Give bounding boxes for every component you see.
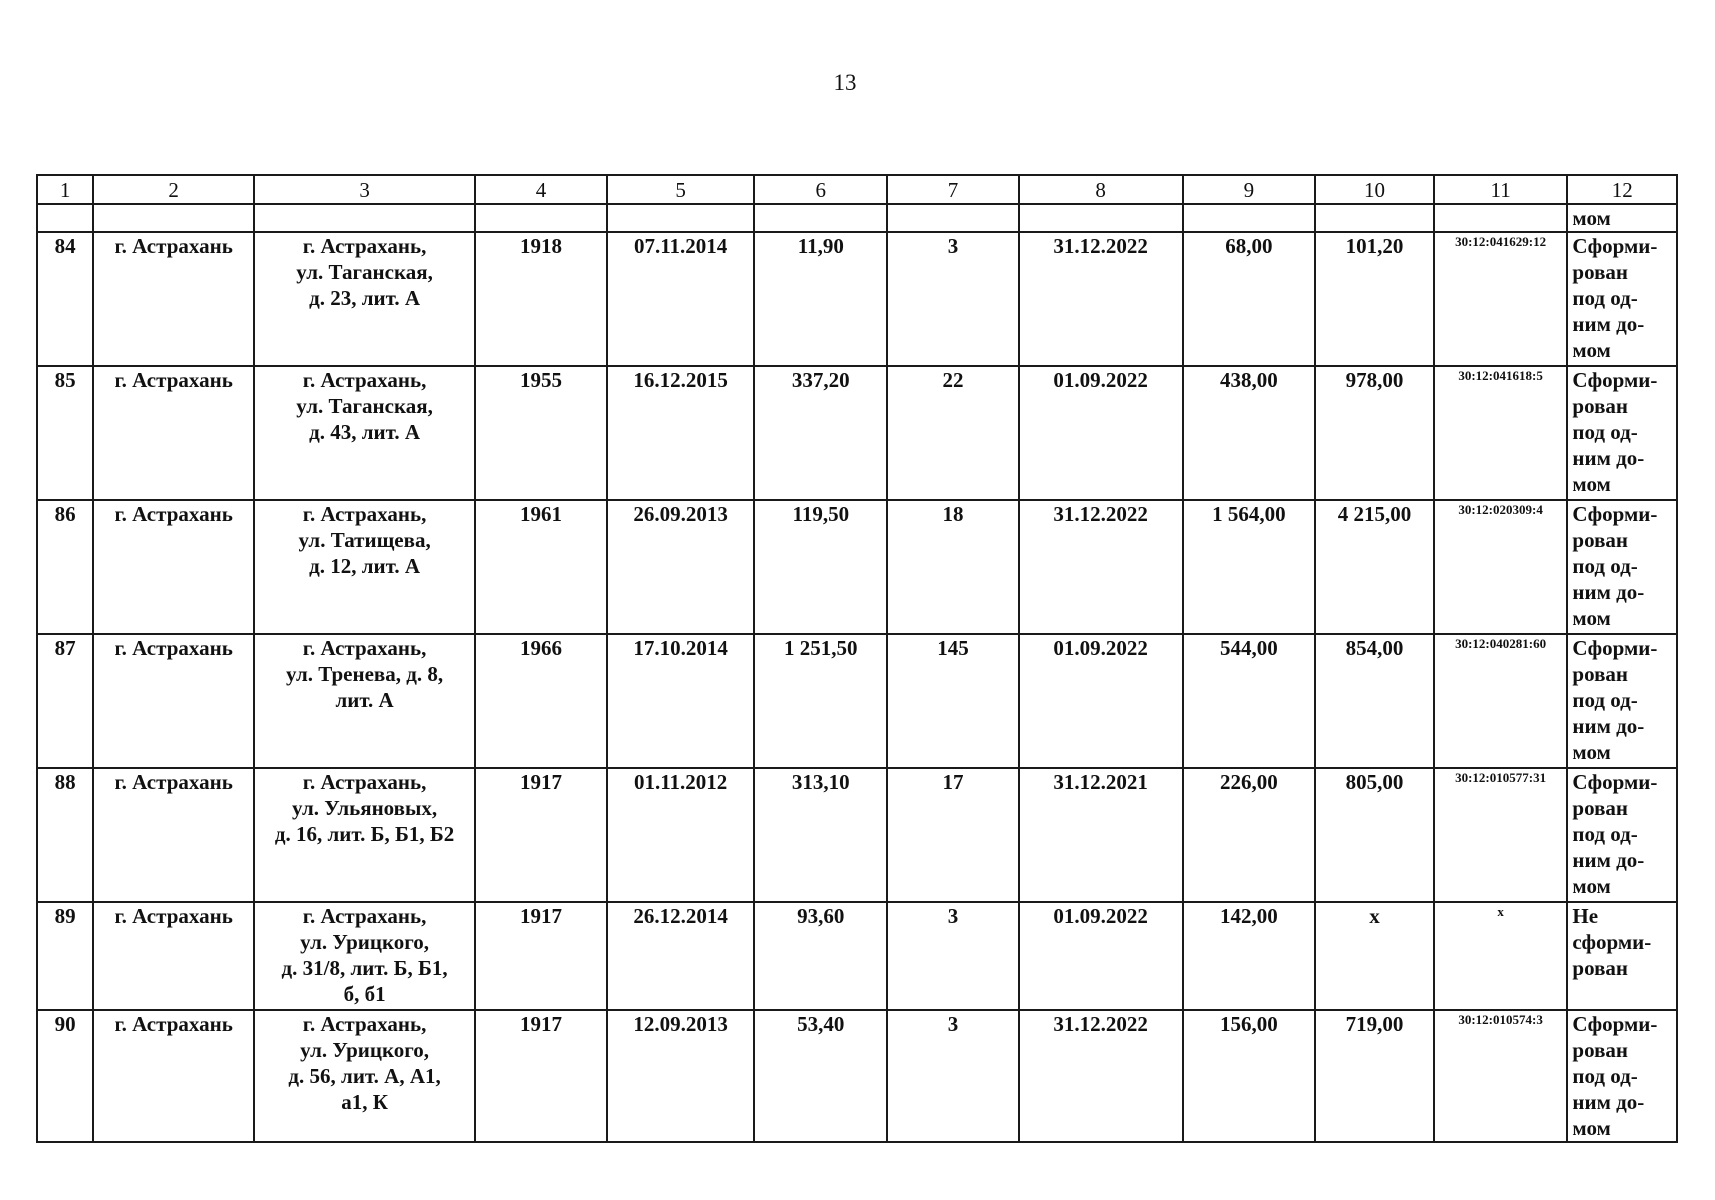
value-cell-7: 17 (887, 768, 1019, 902)
status-cell-line: рован (1572, 528, 1629, 552)
cadastral-number-cell: 30:12:040281:60 (1434, 634, 1568, 768)
column-header: 6 (754, 175, 887, 204)
table-cell (754, 204, 887, 232)
table-row (37, 634, 1677, 768)
date-cell: 01.11.2012 (607, 768, 755, 902)
cadastral-number-cell: 30:12:041629:12 (1434, 232, 1568, 366)
year-cell: 1966 (475, 634, 607, 768)
status-cell-line: под од- (1572, 822, 1638, 846)
cadastral-number-cell: 30:12:010577:31 (1434, 768, 1568, 902)
row-number-cell: 84 (37, 232, 93, 366)
row-number-cell: 90 (37, 1010, 93, 1142)
status-cell (1567, 366, 1677, 500)
value-cell-10: 101,20 (1315, 232, 1434, 366)
value-cell-6: 337,20 (754, 366, 887, 500)
value-cell-6: 93,60 (754, 902, 887, 1010)
table-cell (475, 204, 607, 232)
year-cell: 1917 (475, 902, 607, 1010)
column-header: 3 (254, 175, 475, 204)
year-cell: 1917 (475, 768, 607, 902)
cadastral-number-cell: 30:12:020309:4 (1434, 500, 1568, 634)
value-cell-10: х (1315, 902, 1434, 1010)
date-cell: 16.12.2015 (607, 366, 755, 500)
address-cell (254, 902, 475, 1010)
address-cell-line: д. 23, лит. А (309, 286, 421, 310)
date-cell: 12.09.2013 (607, 1010, 755, 1142)
status-cell: мом (1567, 204, 1677, 232)
column-header: 12 (1567, 175, 1677, 204)
table-row (37, 902, 1677, 1010)
column-header: 5 (607, 175, 755, 204)
column-number-header-row (37, 175, 1677, 204)
address-cell-line: ул. Таганская, (296, 260, 433, 284)
deadline-cell: 01.09.2022 (1019, 902, 1183, 1010)
city-cell: г. Астрахань (93, 1010, 254, 1142)
column-header: 7 (887, 175, 1019, 204)
status-cell-line: Сформи- (1572, 502, 1658, 526)
table-row (37, 366, 1677, 500)
row-number-cell: 85 (37, 366, 93, 500)
page-number: 13 (833, 70, 857, 95)
address-cell (254, 500, 475, 634)
address-cell (254, 366, 475, 500)
value-cell-10: 805,00 (1315, 768, 1434, 902)
status-cell-line: рован (1572, 796, 1629, 820)
registry-table (36, 174, 1678, 1143)
status-cell (1567, 232, 1677, 366)
city-cell: г. Астрахань (93, 366, 254, 500)
table-cell (93, 204, 254, 232)
status-cell-line: ним до- (1572, 848, 1645, 872)
value-cell-7: 145 (887, 634, 1019, 768)
address-cell-line: ул. Тренева, д. 8, (286, 662, 444, 686)
year-cell: 1961 (475, 500, 607, 634)
status-cell-line: сформи- (1572, 930, 1652, 954)
date-cell: 26.12.2014 (607, 902, 755, 1010)
value-cell-9: 142,00 (1183, 902, 1316, 1010)
status-cell-line: Сформи- (1572, 234, 1658, 258)
address-cell-line: г. Астрахань, (302, 234, 427, 258)
status-cell-line: мом (1572, 1116, 1611, 1140)
value-cell-10: 719,00 (1315, 1010, 1434, 1142)
date-cell: 17.10.2014 (607, 634, 755, 768)
continuation-row (37, 204, 1677, 232)
status-cell-line: мом (1572, 874, 1611, 898)
value-cell-10: 4 215,00 (1315, 500, 1434, 634)
status-cell (1567, 768, 1677, 902)
city-cell: г. Астрахань (93, 768, 254, 902)
cadastral-number-cell: 30:12:041618:5 (1434, 366, 1568, 500)
deadline-cell: 31.12.2021 (1019, 768, 1183, 902)
address-cell (254, 634, 475, 768)
address-cell-line: г. Астрахань, (302, 904, 427, 928)
cadastral-number-cell: 30:12:010574:3 (1434, 1010, 1568, 1142)
status-cell-line: ним до- (1572, 714, 1645, 738)
value-cell-10: 978,00 (1315, 366, 1434, 500)
value-cell-9: 544,00 (1183, 634, 1316, 768)
address-cell-line: г. Астрахань, (302, 770, 427, 794)
status-cell-line: ним до- (1572, 446, 1645, 470)
status-cell-line: Сформи- (1572, 770, 1658, 794)
table-row (37, 500, 1677, 634)
status-cell-line: Сформи- (1572, 1012, 1658, 1036)
value-cell-9: 156,00 (1183, 1010, 1316, 1142)
deadline-cell: 01.09.2022 (1019, 366, 1183, 500)
value-cell-7: 22 (887, 366, 1019, 500)
address-cell (254, 1010, 475, 1142)
address-cell-line: ул. Таганская, (296, 394, 433, 418)
value-cell-10: 854,00 (1315, 634, 1434, 768)
value-cell-9: 1 564,00 (1183, 500, 1316, 634)
deadline-cell: 31.12.2022 (1019, 232, 1183, 366)
status-cell (1567, 902, 1677, 1010)
status-cell-line: рован (1572, 956, 1629, 980)
status-cell-line: мом (1572, 472, 1611, 496)
address-cell-line: ул. Ульяновых, (292, 796, 438, 820)
city-cell: г. Астрахань (93, 232, 254, 366)
row-number-cell: 87 (37, 634, 93, 768)
table-cell (1183, 204, 1316, 232)
value-cell-6: 11,90 (754, 232, 887, 366)
column-header: 4 (475, 175, 607, 204)
year-cell: 1955 (475, 366, 607, 500)
year-cell: 1917 (475, 1010, 607, 1142)
address-cell-line: г. Астрахань, (302, 1012, 427, 1036)
value-cell-7: 3 (887, 232, 1019, 366)
status-cell-line: Сформи- (1572, 636, 1658, 660)
address-cell-line: лит. А (335, 688, 394, 712)
status-cell-line: под од- (1572, 554, 1638, 578)
table-cell (1434, 204, 1568, 232)
status-cell-line: мом (1572, 740, 1611, 764)
row-number-cell: 86 (37, 500, 93, 634)
value-cell-7: 3 (887, 902, 1019, 1010)
status-cell-line: под од- (1572, 286, 1638, 310)
address-cell-line: д. 43, лит. А (309, 420, 421, 444)
column-header: 11 (1434, 175, 1568, 204)
address-cell-line: ул. Урицкого, (300, 930, 430, 954)
address-cell (254, 768, 475, 902)
address-cell-line: г. Астрахань, (302, 502, 427, 526)
status-cell-line: Не (1572, 904, 1599, 928)
city-cell: г. Астрахань (93, 902, 254, 1010)
status-cell-line: под од- (1572, 1064, 1638, 1088)
address-cell-line: ул. Татищева, (298, 528, 431, 552)
column-header: 8 (1019, 175, 1183, 204)
year-cell: 1918 (475, 232, 607, 366)
value-cell-9: 226,00 (1183, 768, 1316, 902)
value-cell-6: 53,40 (754, 1010, 887, 1142)
address-cell-line: б, б1 (343, 982, 386, 1006)
row-number-cell: 88 (37, 768, 93, 902)
deadline-cell: 01.09.2022 (1019, 634, 1183, 768)
deadline-cell: 31.12.2022 (1019, 1010, 1183, 1142)
status-cell (1567, 500, 1677, 634)
address-cell-line: д. 56, лит. А, А1, (288, 1064, 441, 1088)
address-cell (254, 232, 475, 366)
table-cell (37, 204, 93, 232)
table-cell (254, 204, 475, 232)
status-cell-line: ним до- (1572, 580, 1645, 604)
value-cell-6: 119,50 (754, 500, 887, 634)
city-cell: г. Астрахань (93, 634, 254, 768)
status-cell-line: мом (1572, 338, 1611, 362)
status-cell-line: ним до- (1572, 312, 1645, 336)
status-cell-line: рован (1572, 1038, 1629, 1062)
address-cell-line: д. 31/8, лит. Б, Б1, (281, 956, 448, 980)
table-row (37, 768, 1677, 902)
value-cell-7: 3 (887, 1010, 1019, 1142)
cadastral-number-cell: х (1434, 902, 1568, 1010)
status-cell-line: под од- (1572, 420, 1638, 444)
value-cell-9: 438,00 (1183, 366, 1316, 500)
status-cell-line: рован (1572, 394, 1629, 418)
address-cell-line: д. 16, лит. Б, Б1, Б2 (274, 822, 455, 846)
date-cell: 07.11.2014 (607, 232, 755, 366)
column-header: 10 (1315, 175, 1434, 204)
column-header: 9 (1183, 175, 1316, 204)
value-cell-6: 313,10 (754, 768, 887, 902)
column-header: 2 (93, 175, 254, 204)
value-cell-9: 68,00 (1183, 232, 1316, 366)
address-cell-line: ул. Урицкого, (300, 1038, 430, 1062)
table-row (37, 1010, 1677, 1142)
status-cell-line: рован (1572, 662, 1629, 686)
deadline-cell: 31.12.2022 (1019, 500, 1183, 634)
status-cell-line: ним до- (1572, 1090, 1645, 1114)
table-cell (1315, 204, 1434, 232)
value-cell-7: 18 (887, 500, 1019, 634)
status-cell-line: рован (1572, 260, 1629, 284)
status-cell-line: мом (1572, 606, 1611, 630)
city-cell: г. Астрахань (93, 500, 254, 634)
address-cell-line: д. 12, лит. А (309, 554, 421, 578)
table-cell (607, 204, 755, 232)
table-row (37, 232, 1677, 366)
address-cell-line: г. Астрахань, (302, 368, 427, 392)
status-cell-line: Сформи- (1572, 368, 1658, 392)
status-cell (1567, 1010, 1677, 1142)
table-cell (887, 204, 1019, 232)
status-cell-line: под од- (1572, 688, 1638, 712)
table-cell (1019, 204, 1183, 232)
date-cell: 26.09.2013 (607, 500, 755, 634)
value-cell-6: 1 251,50 (754, 634, 887, 768)
address-cell-line: а1, К (341, 1090, 388, 1114)
address-cell-line: г. Астрахань, (302, 636, 427, 660)
row-number-cell: 89 (37, 902, 93, 1010)
column-header: 1 (37, 175, 93, 204)
status-cell (1567, 634, 1677, 768)
